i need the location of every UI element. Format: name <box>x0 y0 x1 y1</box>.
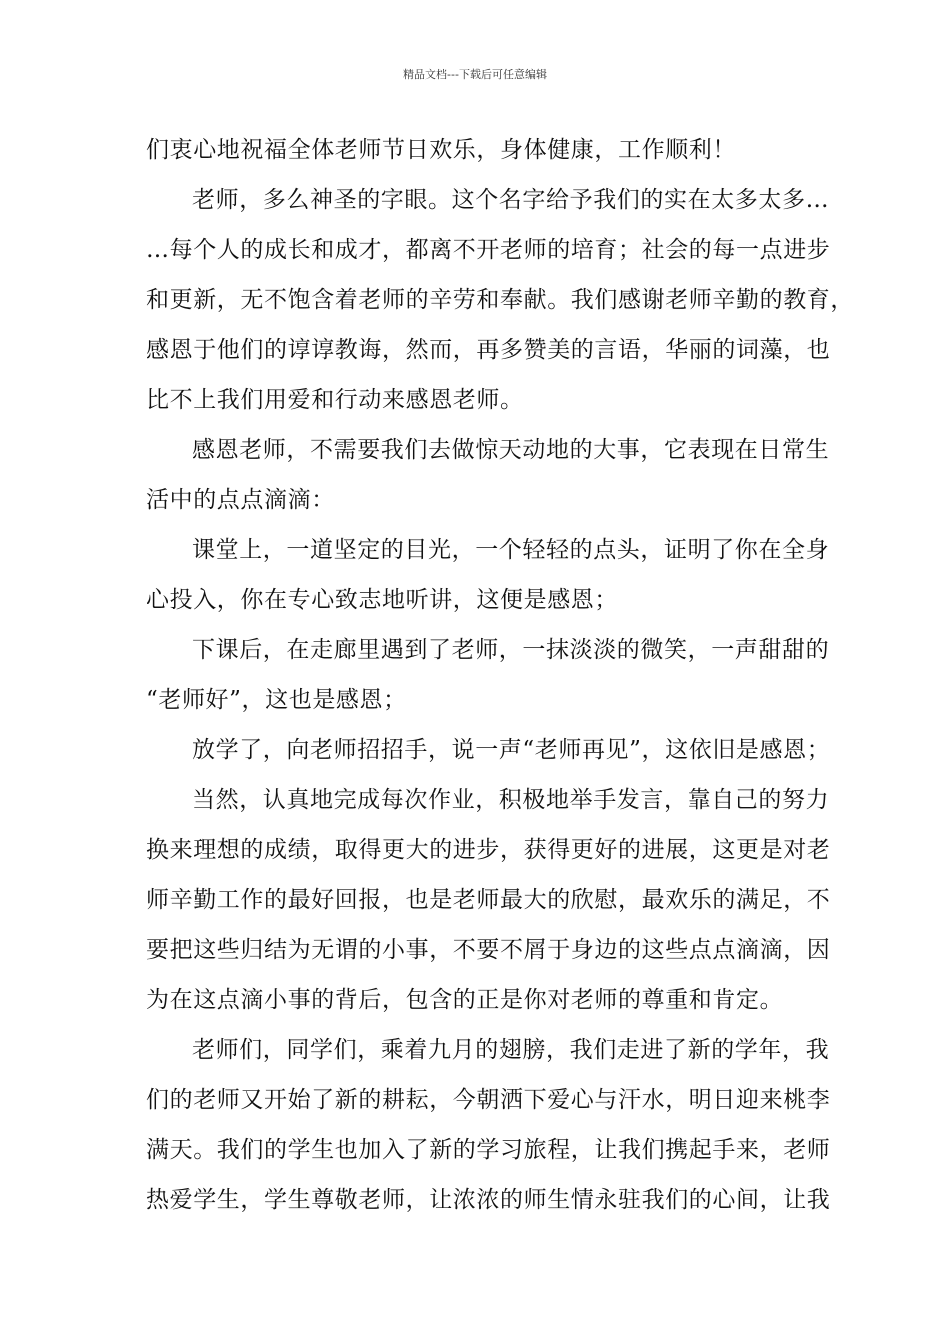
text-line: 满天。我们的学生也加入了新的学习旅程，让我们携起手来，老师 <box>146 1137 831 1163</box>
page-header: 精品文档---下载后可任意编辑 <box>403 68 547 81</box>
text-line: 们的老师又开始了新的耕耘，今朝洒下爱心与汗水，明日迎来桃李 <box>146 1087 831 1113</box>
text-line: 感恩于他们的谆谆教诲，然而，再多赞美的言语，华丽的词藻，也 <box>146 337 831 363</box>
text-line: 老师，多么神圣的字眼。这个名字给予我们的实在太多太多… <box>192 187 830 213</box>
text-line: …每个人的成长和成才，都离不开老师的培育；社会的每一点进步 <box>146 237 831 263</box>
text-line: 放学了，向老师招招手，说一声“老师再见”，这依旧是感恩； <box>192 737 831 763</box>
text-line: “老师好”，这也是感恩； <box>146 687 407 713</box>
text-line: 师辛勤工作的最好回报，也是老师最大的欣慰，最欢乐的满足，不 <box>146 887 831 913</box>
text-line: 要把这些归结为无谓的小事，不要不屑于身边的这些点点滴滴，因 <box>146 937 831 963</box>
text-line: 换来理想的成绩，取得更大的进步，获得更好的进展，这更是对老 <box>146 837 831 863</box>
text-line: 比不上我们用爱和行动来感恩老师。 <box>146 387 524 413</box>
text-line: 感恩老师，不需要我们去做惊天动地的大事，它表现在日常生 <box>192 437 830 463</box>
text-line: 老师们，同学们，乘着九月的翅膀，我们走进了新的学年，我 <box>192 1037 830 1063</box>
text-line: 热爱学生，学生尊敬老师，让浓浓的师生情永驻我们的心间，让我 <box>146 1187 831 1213</box>
text-line: 当然，认真地完成每次作业，积极地举手发言，靠自己的努力 <box>192 787 830 813</box>
text-line: 心投入，你在专心致志地听讲，这便是感恩； <box>146 587 618 613</box>
text-line: 活中的点点滴滴： <box>146 487 335 513</box>
text-line: 们衷心地祝福全体老师节日欢乐，身体健康，工作顺利！ <box>146 137 736 163</box>
text-line: 下课后，在走廊里遇到了老师，一抹淡淡的微笑，一声甜甜的 <box>192 637 830 663</box>
text-line: 和更新，无不饱含着老师的辛劳和奉献。我们感谢老师辛勤的教育， <box>146 287 854 313</box>
text-line: 为在这点滴小事的背后，包含的正是你对老师的尊重和肯定。 <box>146 987 784 1013</box>
text-line: 课堂上，一道坚定的目光，一个轻轻的点头，证明了你在全身 <box>192 537 830 563</box>
